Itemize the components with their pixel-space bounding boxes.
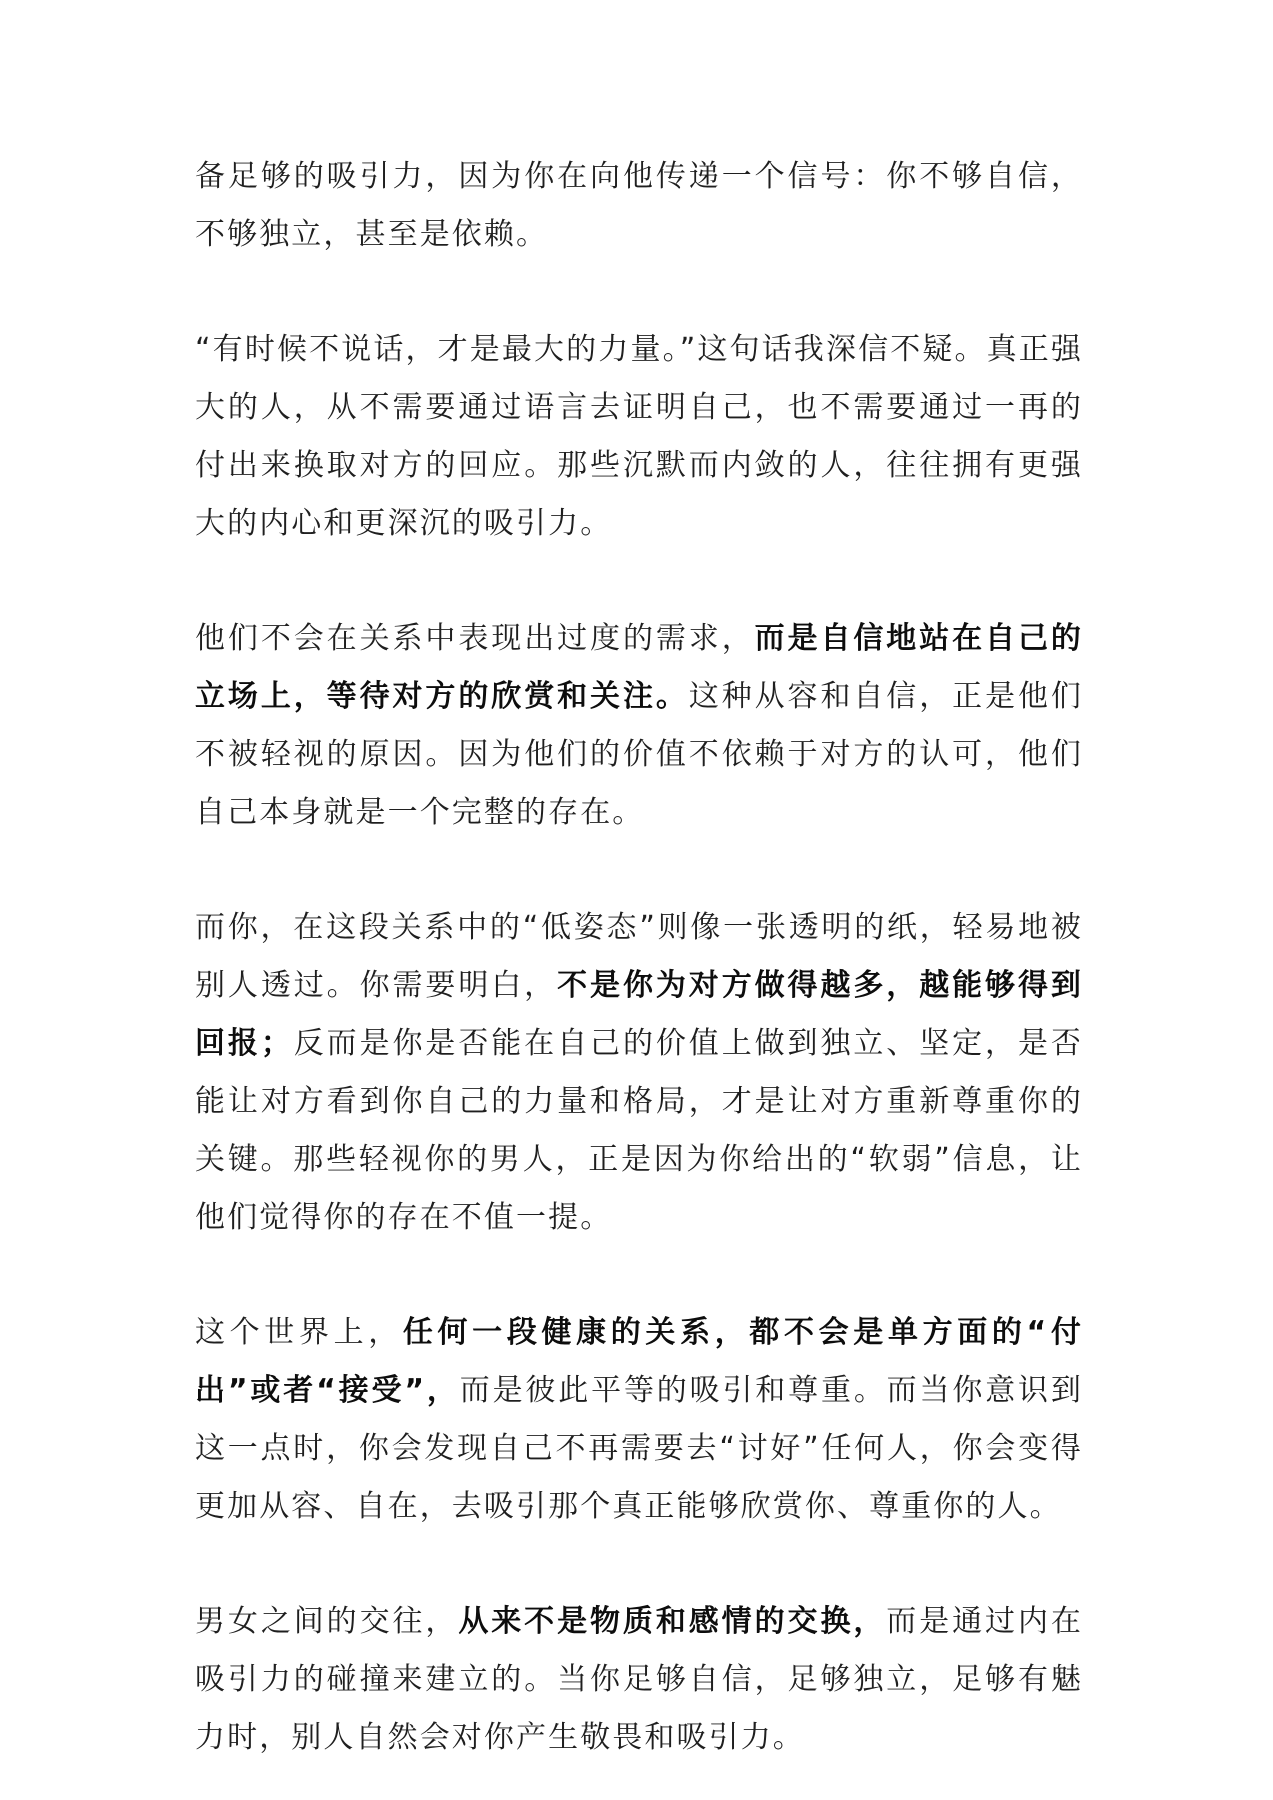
document-page bbox=[195, 148, 1083, 1767]
paragraph-3 bbox=[195, 610, 1083, 842]
paragraph-4 bbox=[195, 899, 1083, 1247]
paragraph-5-text-a: 这个世界上， bbox=[195, 1315, 403, 1350]
paragraph-3-text-a: 他们不会在关系中表现出过度的需求， bbox=[195, 621, 755, 656]
paragraph-1-text: 备足够的吸引力，因为你在向他传递一个信号：你不够自信，不够独立，甚至是依赖。 bbox=[195, 159, 1083, 252]
paragraph-3-text-b: 这种从容和自信，正是他们不被轻视的原因。因为他们的价值不依赖于对方的认可，他们自己本身就是一个完整的存在。 bbox=[195, 679, 1084, 830]
paragraph-5-bold: 任何一段健康的关系，都不会是单方面的“付出”或者“接受”， bbox=[195, 1315, 1083, 1408]
paragraph-6 bbox=[195, 1593, 1083, 1767]
paragraph-1 bbox=[195, 148, 1083, 264]
paragraph-6-bold: 从来不是物质和感情的交换， bbox=[458, 1604, 887, 1639]
paragraph-5-text-b: 而是彼此平等的吸引和尊重。而当你意识到这一点时，你会发现自己不再需要去“讨好”任何人，你会变得更加从容、自在，去吸引那个真正能够欣赏你、尊重你的人。 bbox=[195, 1373, 1083, 1524]
paragraph-3-bold: 而是自信地站在自己的立场上，等待对方的欣赏和关注。 bbox=[195, 621, 1083, 714]
paragraph-6-text-a: 男女之间的交往， bbox=[195, 1604, 459, 1639]
paragraph-5 bbox=[195, 1304, 1083, 1536]
paragraph-6-text-b: 而是通过内在吸引力的碰撞来建立的。当你足够自信，足够独立，足够有魅力时，别人自然会对你产生敬畏和吸引力。 bbox=[195, 1604, 1083, 1755]
paragraph-4-bold: 不是你为对方做得越多，越能够得到回报； bbox=[195, 968, 1083, 1061]
paragraph-2 bbox=[195, 321, 1083, 553]
paragraph-4-text-b: 反而是你是否能在自己的价值上做到独立、坚定，是否能让对方看到你自己的力量和格局，才是让对方重新尊重你的关键。那些轻视你的男人，正是因为你给出的“软弱”信息，让他们觉得你的存在不值一提。 bbox=[195, 1026, 1083, 1235]
paragraph-2-text: “有时候不说话，才是最大的力量。”这句话我深信不疑。真正强大的人，从不需要通过语言去证明自己，也不需要通过一再的付出来换取对方的回应。那些沉默而内敛的人，往往拥有更强大的内心和更深沉的吸引力。 bbox=[195, 332, 1083, 541]
paragraph-4-text-a: 而你，在这段关系中的“低姿态”则像一张透明的纸，轻易地被别人透过。你需要明白， bbox=[195, 910, 1083, 1003]
